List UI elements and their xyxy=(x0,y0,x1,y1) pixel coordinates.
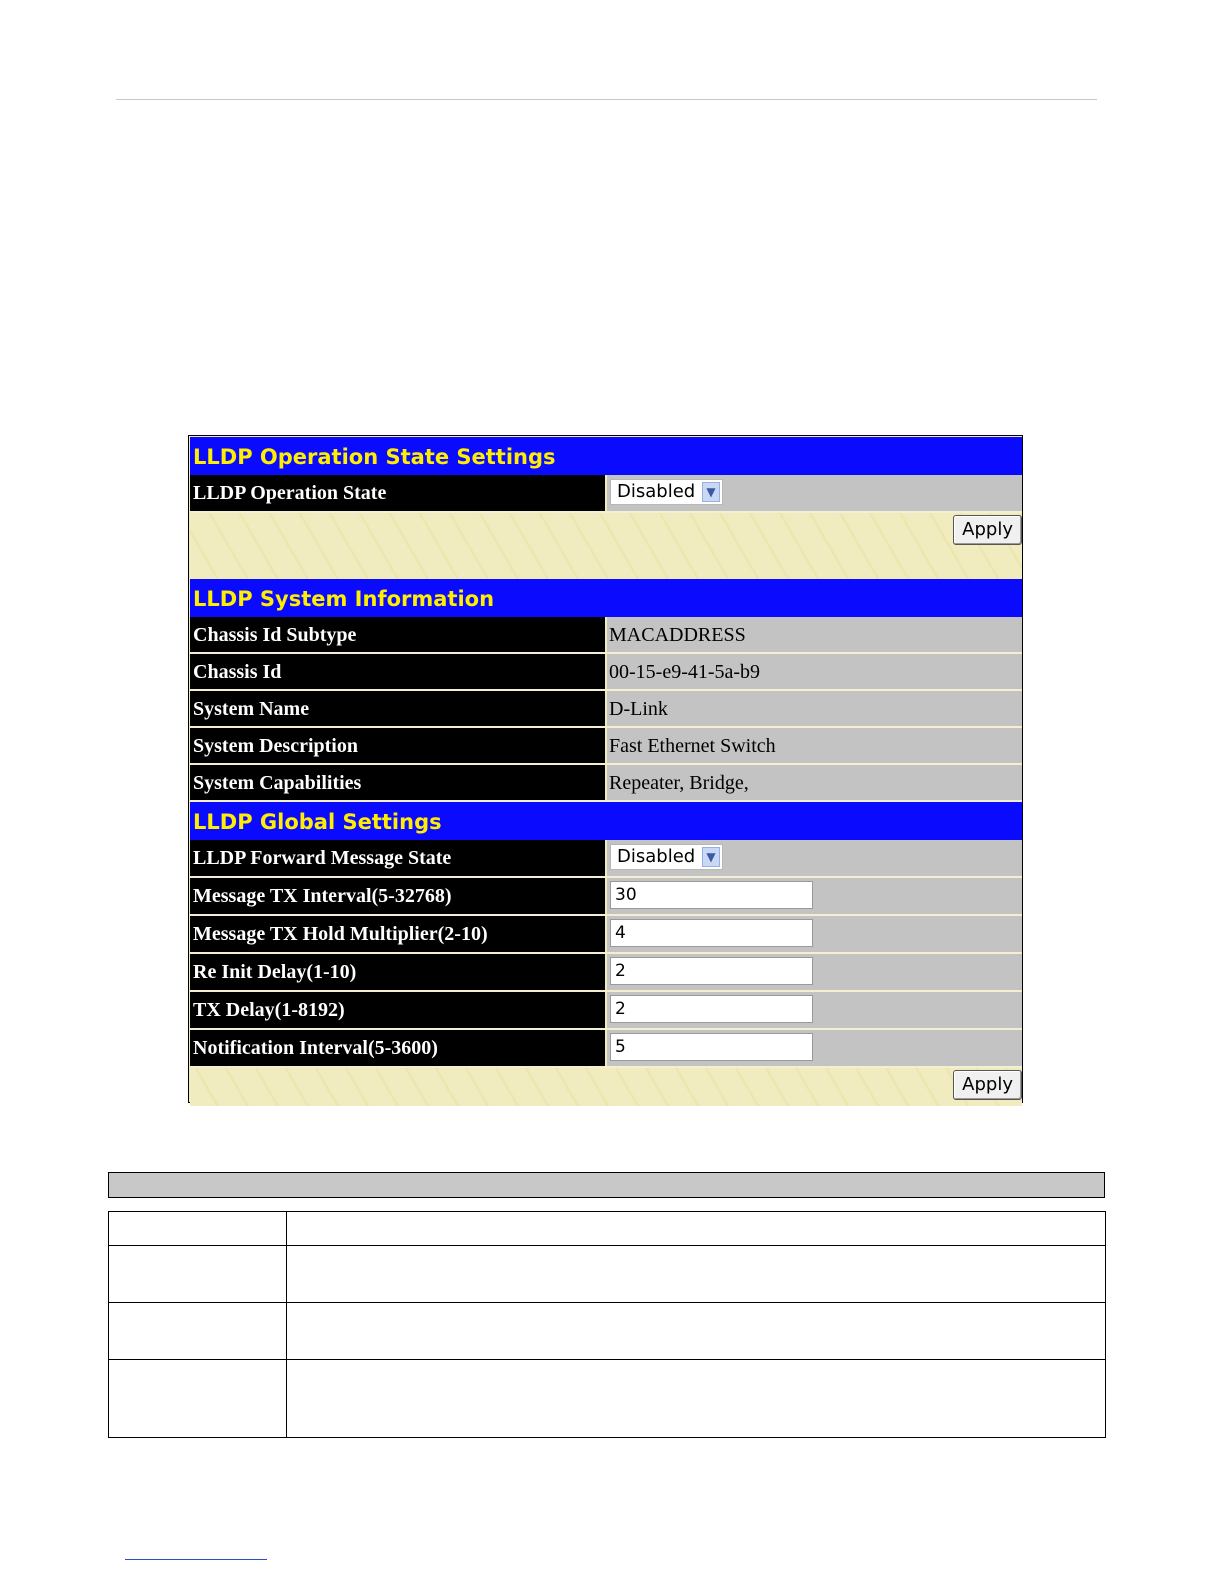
table-cell xyxy=(109,1212,287,1246)
system-info-row xyxy=(190,617,1022,654)
system-capabilities-label: System Capabilities xyxy=(190,765,605,800)
global-settings-row xyxy=(190,840,1022,878)
chassis-id-subtype-value: MACADDRESS xyxy=(607,617,1022,652)
forward-message-state-label: LLDP Forward Message State xyxy=(190,840,605,876)
global-settings-header: LLDP Global Settings xyxy=(190,802,1022,840)
global-settings-row xyxy=(190,992,1022,1030)
operation-apply-strip xyxy=(190,513,1022,579)
system-info-row xyxy=(190,691,1022,728)
description-table-header xyxy=(108,1172,1105,1198)
system-capabilities-value: Repeater, Bridge, xyxy=(607,765,1022,800)
operation-state-cell xyxy=(607,475,1022,511)
operation-apply-button[interactable]: Apply xyxy=(953,515,1022,545)
table-row xyxy=(109,1212,1106,1246)
system-name-value: D-Link xyxy=(607,691,1022,726)
reinit-delay-input[interactable] xyxy=(610,957,813,985)
operation-state-label: LLDP Operation State xyxy=(190,475,605,511)
reinit-delay-cell xyxy=(607,954,1022,990)
system-info-row xyxy=(190,765,1022,802)
table-cell xyxy=(109,1246,287,1303)
hold-multiplier-cell xyxy=(607,916,1022,952)
global-settings-row xyxy=(190,954,1022,992)
lldp-settings-panel xyxy=(188,435,1023,1103)
system-info-row xyxy=(190,728,1022,765)
table-cell xyxy=(109,1360,287,1438)
reinit-delay-label: Re Init Delay(1-10) xyxy=(190,954,605,990)
notification-interval-label: Notification Interval(5-3600) xyxy=(190,1030,605,1066)
tx-interval-cell xyxy=(607,878,1022,914)
global-apply-button[interactable]: Apply xyxy=(953,1070,1022,1100)
tx-delay-cell xyxy=(607,992,1022,1028)
description-table xyxy=(108,1211,1106,1438)
operation-state-header: LLDP Operation State Settings xyxy=(190,437,1022,475)
forward-message-state-cell xyxy=(607,840,1022,876)
forward-message-state-selected: Disabled xyxy=(617,846,696,867)
system-info-row xyxy=(190,654,1022,691)
chassis-id-value: 00-15-e9-41-5a-b9 xyxy=(607,654,1022,689)
hold-multiplier-input[interactable] xyxy=(610,919,813,947)
table-row xyxy=(109,1360,1106,1438)
global-settings-row xyxy=(190,916,1022,954)
notification-interval-input[interactable] xyxy=(610,1033,813,1061)
global-settings-row xyxy=(190,878,1022,916)
table-cell xyxy=(287,1212,1106,1246)
notification-interval-cell xyxy=(607,1030,1022,1066)
global-apply-strip xyxy=(190,1068,1022,1106)
system-description-label: System Description xyxy=(190,728,605,763)
table-row xyxy=(109,1246,1106,1303)
hold-multiplier-label: Message TX Hold Multiplier(2-10) xyxy=(190,916,605,952)
operation-state-row xyxy=(190,475,1022,513)
operation-state-select[interactable] xyxy=(610,479,723,505)
chassis-id-label: Chassis Id xyxy=(190,654,605,689)
global-settings-row xyxy=(190,1030,1022,1068)
chevron-down-icon[interactable]: ▼ xyxy=(702,482,720,502)
forward-message-state-select[interactable] xyxy=(610,844,723,870)
table-cell xyxy=(109,1303,287,1360)
table-cell xyxy=(287,1303,1106,1360)
page-divider xyxy=(116,99,1097,100)
tx-interval-label: Message TX Interval(5-32768) xyxy=(190,878,605,914)
chassis-id-subtype-label: Chassis Id Subtype xyxy=(190,617,605,652)
footer-divider xyxy=(125,1559,267,1560)
table-cell xyxy=(287,1360,1106,1438)
operation-state-selected: Disabled xyxy=(617,481,696,502)
chevron-down-icon[interactable]: ▼ xyxy=(702,847,720,867)
table-row xyxy=(109,1303,1106,1360)
system-name-label: System Name xyxy=(190,691,605,726)
tx-delay-input[interactable] xyxy=(610,995,813,1023)
tx-delay-label: TX Delay(1-8192) xyxy=(190,992,605,1028)
system-info-header: LLDP System Information xyxy=(190,579,1022,617)
tx-interval-input[interactable] xyxy=(610,881,813,909)
system-description-value: Fast Ethernet Switch xyxy=(607,728,1022,763)
table-cell xyxy=(287,1246,1106,1303)
